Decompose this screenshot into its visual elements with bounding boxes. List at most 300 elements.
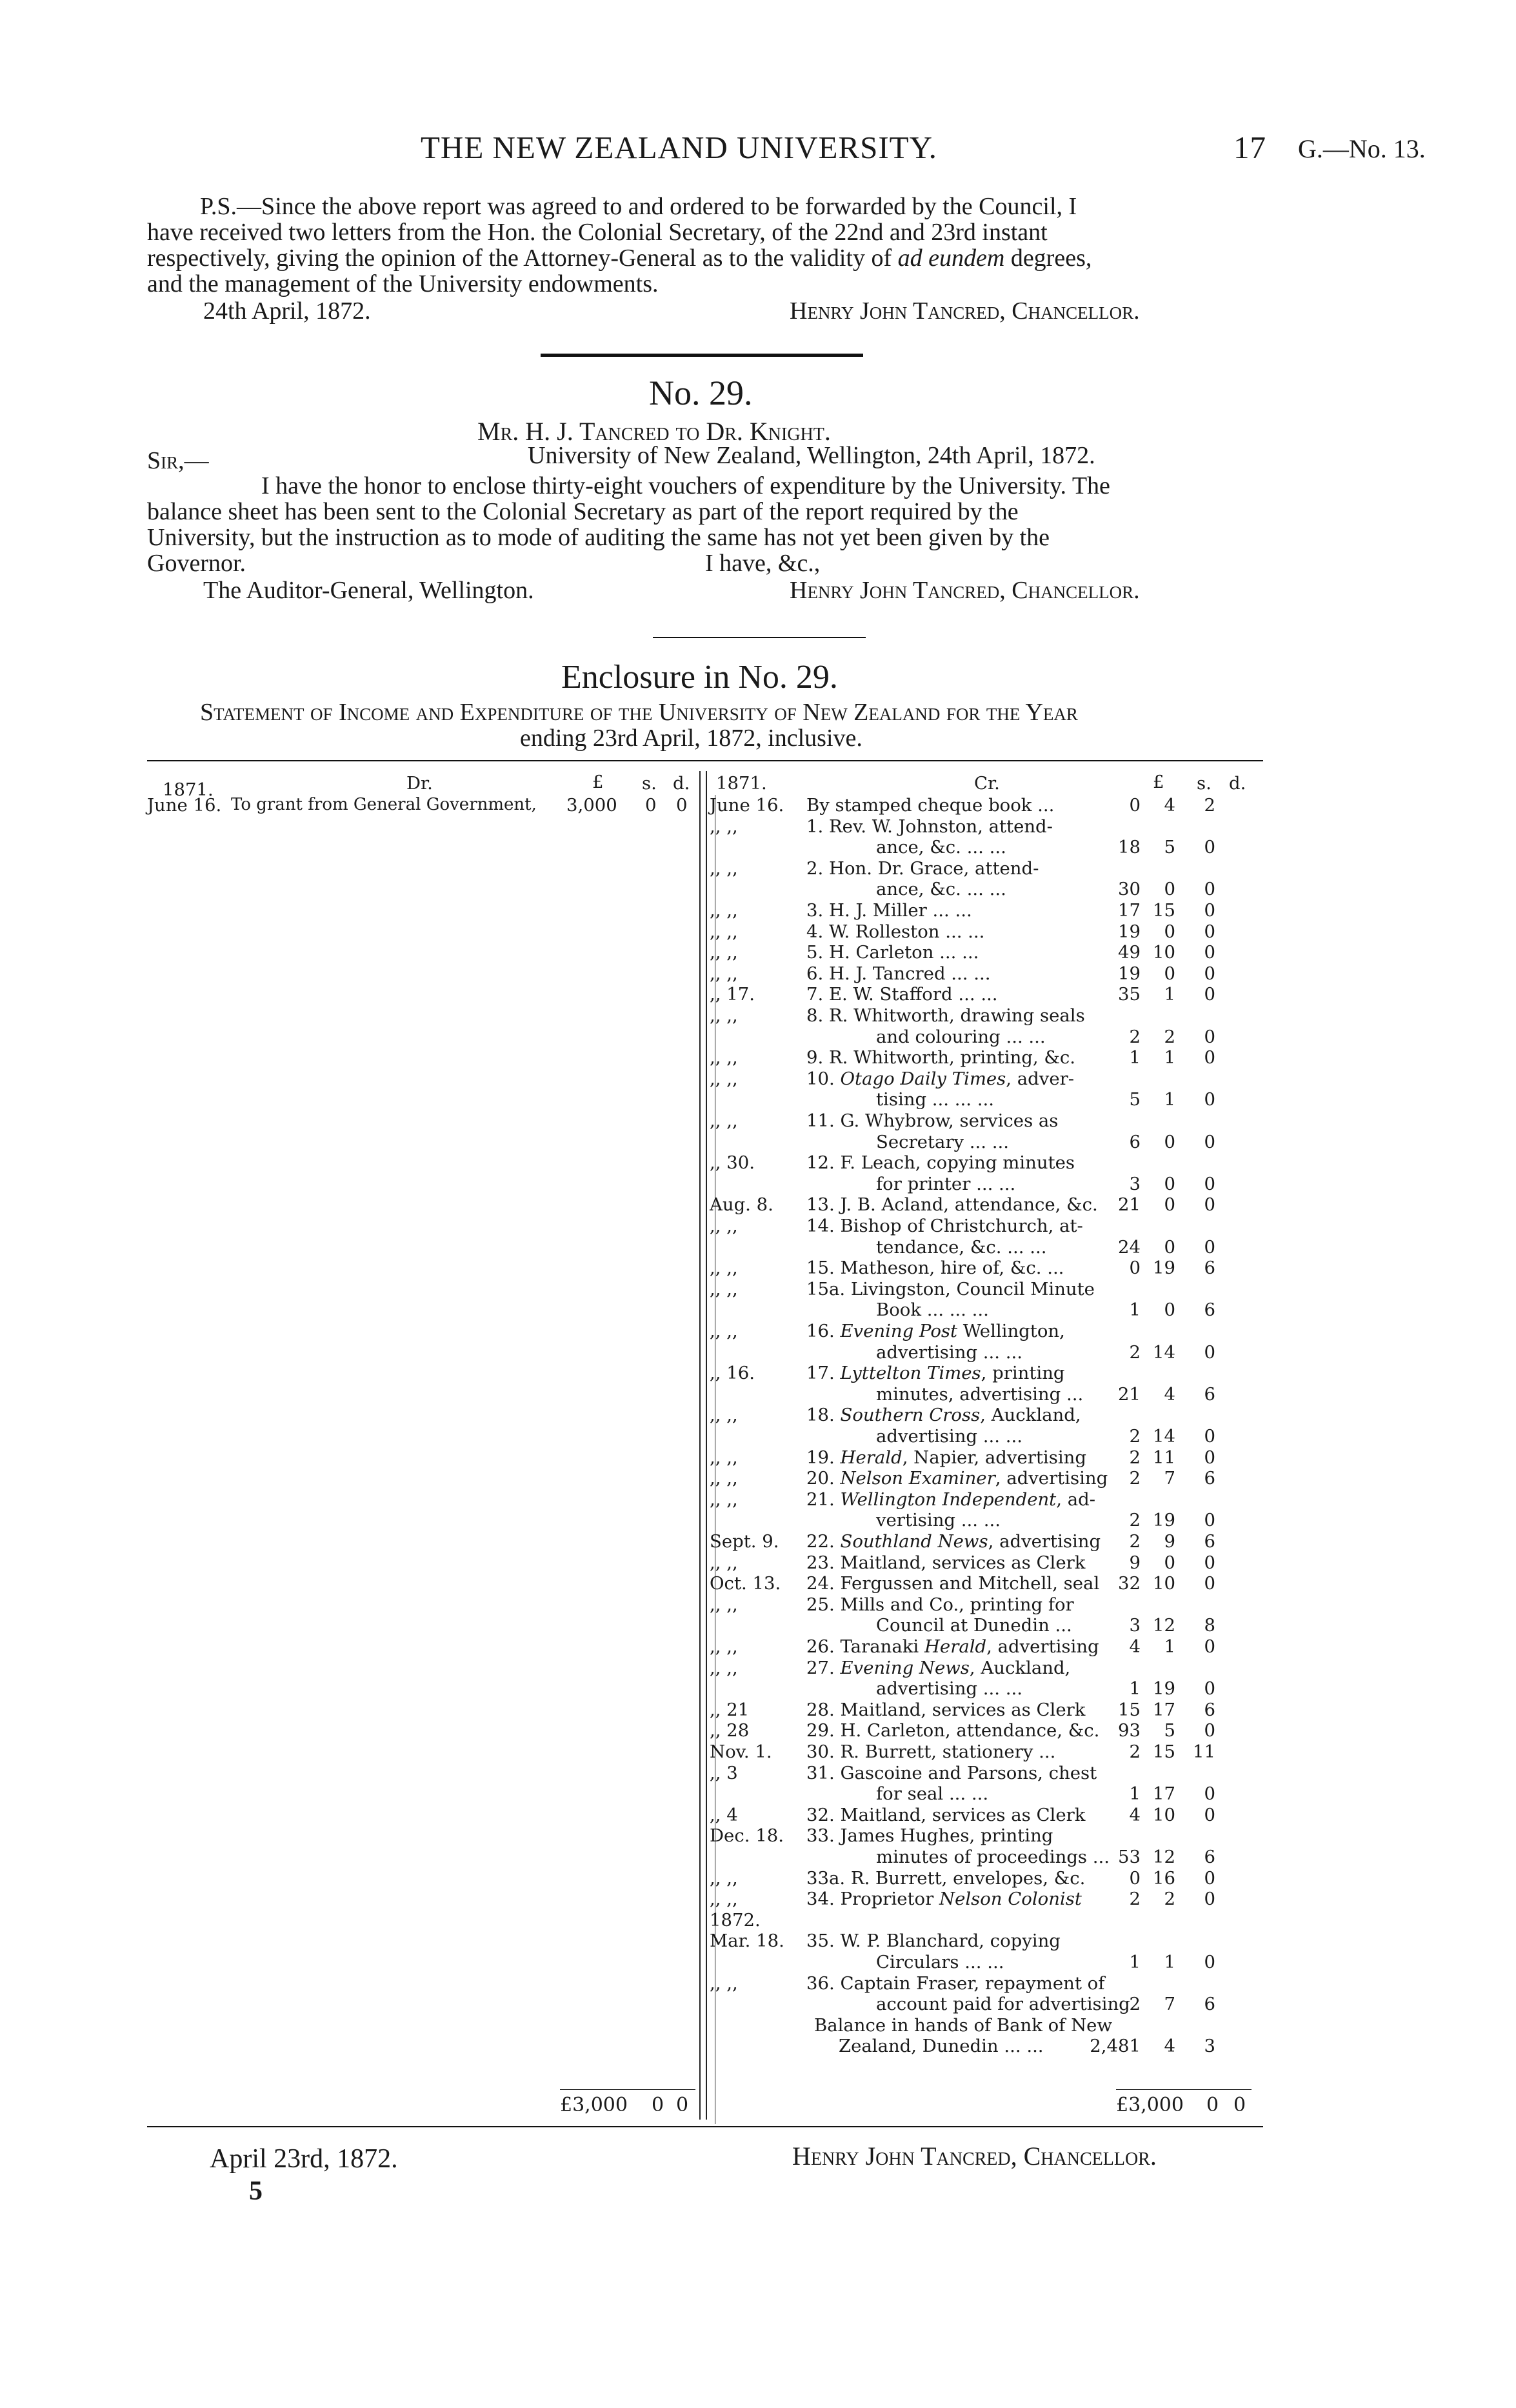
- cr-row: [0, 1931, 1516, 1952]
- statement-line-2: ending 23rd April, 1872, inclusive.: [520, 725, 863, 752]
- cr-total-s: 0: [1206, 2094, 1219, 2116]
- dr-date: June 16.: [147, 795, 222, 816]
- cr-row-description: advertising ... ...: [876, 1426, 1022, 1447]
- cr-row-date: ,, ,,: [710, 942, 738, 963]
- cr-row-description: 23. Maitland, services as Clerk: [806, 1552, 1086, 1573]
- cr-row-description: Balance in hands of Bank of New: [814, 2015, 1112, 2036]
- cr-row-shillings: 0: [1164, 921, 1175, 942]
- cr-row-date: Mar. 18.: [710, 1931, 784, 1951]
- cr-row-date: ,, ,,: [710, 1889, 738, 1909]
- cr-row-description: minutes of proceedings ...: [876, 1847, 1110, 1867]
- cr-row: [0, 879, 1516, 900]
- cr-row-shillings: 0: [1164, 1174, 1175, 1194]
- cr-row-pounds: 93: [1118, 1720, 1141, 1741]
- cr-row-pounds: 2: [1129, 1889, 1141, 1909]
- cr-row-date: ,, ,,: [710, 1005, 738, 1026]
- cr-row-description: 33a. R. Burrett, envelopes, &c.: [806, 1868, 1086, 1889]
- cr-row-description: Circulars ... ...: [876, 1952, 1004, 1972]
- cr-row-pounds: 2: [1129, 1027, 1141, 1047]
- cr-row-date: ,, ,,: [710, 1594, 738, 1615]
- cr-row-pence: 6: [1204, 1531, 1215, 1552]
- dr-total-s: 0: [652, 2094, 664, 2116]
- cr-row-shillings: 0: [1164, 1237, 1175, 1258]
- cr-row-description: 13. J. B. Acland, attendance, &c.: [806, 1194, 1098, 1215]
- cr-row-pounds: 4: [1129, 1636, 1141, 1657]
- cr-row-date: Dec. 18.: [710, 1825, 784, 1846]
- cr-row: [0, 1384, 1516, 1405]
- running-title: THE NEW ZEALAND UNIVERSITY.: [421, 130, 937, 165]
- cr-row-pence: 6: [1204, 1299, 1215, 1320]
- cr-row-pence: 0: [1204, 1636, 1215, 1657]
- cr-row: [0, 1720, 1516, 1741]
- cr-row-shillings: 19: [1153, 1678, 1175, 1699]
- cr-row-pence: 6: [1204, 1258, 1215, 1278]
- dr-description: To grant from General Government,: [231, 795, 537, 814]
- cr-row-pence: 8: [1204, 1615, 1215, 1636]
- cr-row-pounds: 1: [1129, 1047, 1141, 1068]
- cr-year: 1871.: [716, 773, 767, 794]
- cr-row-description: advertising ... ...: [876, 1342, 1022, 1363]
- cr-row-date: ,, ,,: [710, 1447, 738, 1468]
- cr-row-description: 1. Rev. W. Johnston, attend-: [806, 816, 1053, 837]
- cr-row-shillings: 19: [1153, 1258, 1175, 1278]
- cr-row-description: ance, &c. ... ...: [876, 837, 1006, 858]
- cr-row-description: 26. Taranaki Herald, advertising: [806, 1636, 1099, 1657]
- cr-row-date: ,, ,,: [710, 1110, 738, 1131]
- cr-row-date: ,, 3: [710, 1763, 738, 1783]
- cr-row: [0, 1216, 1516, 1237]
- cr-row-shillings: 17: [1153, 1700, 1175, 1720]
- cr-row-shillings: 15: [1153, 1741, 1175, 1762]
- cr-row-pounds: 1: [1129, 1952, 1141, 1972]
- cr-row-pence: 6: [1204, 1384, 1215, 1405]
- cr-row-description: 15a. Livingston, Council Minute: [806, 1279, 1095, 1299]
- cr-total-rule: [1116, 2089, 1252, 2090]
- cr-row-pounds: 0: [1129, 1868, 1141, 1889]
- ad-eundem-italic: ad eundem: [897, 245, 1005, 272]
- letter-line-4: Governor.: [147, 550, 246, 577]
- cr-row: [0, 1952, 1516, 1973]
- cr-row-pence: 0: [1204, 900, 1215, 921]
- cr-row-description: account paid for advertising: [876, 1994, 1130, 2014]
- cr-row-description: 12. F. Leach, copying minutes: [806, 1152, 1075, 1173]
- cr-row-date: ,, ,,: [710, 1279, 738, 1299]
- cr-row-shillings: 0: [1164, 1552, 1175, 1573]
- cr-row-pounds: 9: [1129, 1552, 1141, 1573]
- dr-col-s: s.: [642, 773, 657, 794]
- cr-row: [0, 1510, 1516, 1531]
- cr-row-date: ,, ,,: [710, 963, 738, 984]
- statement-line-1: Statement of Income and Expenditure of the University of New Zealand for the Year: [200, 699, 1078, 726]
- cr-row-pence: 0: [1204, 1510, 1215, 1530]
- cr-row-pounds: 21: [1118, 1194, 1141, 1215]
- cr-row-pounds: 2: [1129, 1994, 1141, 2014]
- cr-row-pence: 6: [1204, 1994, 1215, 2014]
- cr-row: [0, 1321, 1516, 1342]
- cr-row-pounds: 15: [1118, 1700, 1141, 1720]
- cr-row: [0, 1573, 1516, 1594]
- cr-row-pounds: 2: [1129, 1531, 1141, 1552]
- salutation: Sir,—: [147, 447, 209, 474]
- cr-col-d: d.: [1229, 773, 1246, 794]
- cr-row: [0, 1405, 1516, 1426]
- ps-signature: Henry John Tancred, Chancellor.: [790, 297, 1140, 325]
- cr-row-description: By stamped cheque book ...: [806, 795, 1055, 816]
- cr-row-pounds: 2: [1129, 1342, 1141, 1363]
- cr-row-date: ,, ,,: [710, 1489, 738, 1510]
- cr-row-description: 15. Matheson, hire of, &c. ...: [806, 1258, 1064, 1278]
- cr-row-description: minutes, advertising ...: [876, 1384, 1084, 1405]
- ps-line-2: have received two letters from the Hon. the Colonial Secretary, of the 22nd and 23rd instant: [147, 219, 1048, 246]
- letter-recipient: The Auditor-General, Wellington.: [203, 577, 534, 604]
- cr-row-date: ,, ,,: [710, 858, 738, 879]
- cr-row-shillings: 10: [1153, 942, 1175, 963]
- cr-row-pounds: 6: [1129, 1132, 1141, 1152]
- table-top-rule: [147, 760, 1263, 761]
- cr-row-description: for printer ... ...: [876, 1174, 1016, 1194]
- cr-row-description: Council at Dunedin ...: [876, 1615, 1072, 1636]
- cr-row-pounds: 3: [1129, 1174, 1141, 1194]
- cr-row-shillings: 1: [1164, 1636, 1175, 1657]
- cr-row: [0, 1678, 1516, 1700]
- cr-row-shillings: 1: [1164, 984, 1175, 1005]
- cr-row: [0, 1299, 1516, 1321]
- cr-row-description: 20. Nelson Examiner, advertising: [806, 1468, 1108, 1489]
- cr-row-description: 2. Hon. Dr. Grace, attend-: [806, 858, 1039, 879]
- cr-row-description: 28. Maitland, services as Clerk: [806, 1700, 1086, 1720]
- cr-row-shillings: 1: [1164, 1952, 1175, 1972]
- cr-row: [0, 1700, 1516, 1721]
- cr-row-description: 6. H. J. Tancred ... ...: [806, 963, 991, 984]
- cr-row-pounds: 19: [1118, 963, 1141, 984]
- cr-row-description: Zealand, Dunedin ... ...: [839, 2036, 1044, 2056]
- cr-row-date: ,, ,,: [710, 1868, 738, 1889]
- cr-row-pounds: 1: [1129, 1678, 1141, 1699]
- letter-from-to: Mr. H. J. Tancred to Dr. Knight.: [477, 417, 831, 446]
- cr-row-shillings: 15: [1153, 900, 1175, 921]
- cr-row: [0, 1132, 1516, 1153]
- cr-row-description: 8. R. Whitworth, drawing seals: [806, 1005, 1085, 1026]
- cr-row-pence: 0: [1204, 1342, 1215, 1363]
- cr-row-pence: 0: [1204, 1237, 1215, 1258]
- cr-row-date: ,, ,,: [710, 1405, 738, 1425]
- letter-signature: Henry John Tancred, Chancellor.: [790, 577, 1140, 604]
- cr-row-shillings: 4: [1164, 1384, 1175, 1405]
- cr-row-shillings: 0: [1164, 1194, 1175, 1215]
- cr-row-description: 32. Maitland, services as Clerk: [806, 1805, 1086, 1825]
- cr-total-pounds: £3,000: [1116, 2094, 1184, 2116]
- cr-row-description: 35. W. P. Blanchard, copying: [806, 1931, 1061, 1951]
- cr-row-pounds: 2: [1129, 1510, 1141, 1530]
- cr-row: [0, 1110, 1516, 1132]
- cr-row-pence: 11: [1193, 1741, 1215, 1762]
- cr-row-description: 36. Captain Fraser, repayment of: [806, 1973, 1105, 1994]
- cr-row-pence: 0: [1204, 1426, 1215, 1447]
- cr-row: [0, 1531, 1516, 1552]
- cr-row-pounds: 17: [1118, 900, 1141, 921]
- cr-row-pence: 0: [1204, 1889, 1215, 1909]
- cr-row-pence: 0: [1204, 942, 1215, 963]
- cr-row-description: Book ... ... ...: [876, 1299, 989, 1320]
- cr-row-description: tising ... ... ...: [876, 1089, 994, 1110]
- cr-row-shillings: 0: [1164, 1299, 1175, 1320]
- cr-row: [0, 1552, 1516, 1574]
- cr-row-date: ,, ,,: [710, 1258, 738, 1278]
- cr-row-description: 31. Gascoine and Parsons, chest: [806, 1763, 1097, 1783]
- cr-row-pounds: 18: [1118, 837, 1141, 858]
- cr-row-date: ,, ,,: [710, 1216, 738, 1236]
- cr-row-pence: 0: [1204, 1678, 1215, 1699]
- cr-row-pounds: 0: [1129, 795, 1141, 816]
- dr-heading: Dr.: [406, 773, 433, 794]
- cr-row-shillings: 5: [1164, 1720, 1175, 1741]
- cr-row: [0, 1847, 1516, 1868]
- cr-row-pounds: 4: [1129, 1805, 1141, 1825]
- cr-row: [0, 1089, 1516, 1110]
- cr-row-description: advertising ... ...: [876, 1678, 1022, 1699]
- ps-line-3: respectively, giving the opinion of the Attorney-General as to the validity of ad eundem degrees,: [147, 245, 1092, 272]
- letter-closing: I have, &c.,: [705, 550, 821, 577]
- cr-row-date: ,, 17.: [710, 984, 755, 1005]
- cr-row: [0, 1447, 1516, 1469]
- cr-row-shillings: 17: [1153, 1783, 1175, 1804]
- cr-row-shillings: 2: [1164, 1889, 1175, 1909]
- page-number: 17: [1233, 130, 1266, 165]
- cr-row: [0, 942, 1516, 963]
- cr-row-date: ,, ,,: [710, 1658, 738, 1678]
- cr-row-date: ,, 21: [710, 1700, 750, 1720]
- cr-row-pence: 0: [1204, 1027, 1215, 1047]
- cr-row: [0, 1636, 1516, 1658]
- cr-row: [0, 963, 1516, 985]
- cr-row-pounds: 0: [1129, 1258, 1141, 1278]
- cr-row-shillings: 11: [1153, 1447, 1175, 1468]
- cr-row: [0, 1489, 1516, 1510]
- cr-row-date: 1872.: [710, 1910, 761, 1931]
- cr-row-shillings: 0: [1164, 963, 1175, 984]
- cr-row: [0, 858, 1516, 879]
- cr-row-date: ,, 16.: [710, 1363, 755, 1383]
- cr-row-pence: 0: [1204, 1720, 1215, 1741]
- cr-total-d: 0: [1233, 2094, 1246, 2116]
- cr-row-pence: 6: [1204, 1847, 1215, 1867]
- cr-row: [0, 1825, 1516, 1847]
- cr-row-description: ance, &c. ... ...: [876, 879, 1006, 899]
- cr-row-date: Sept. 9.: [710, 1531, 779, 1552]
- cr-row: [0, 1805, 1516, 1826]
- cr-row-pence: 0: [1204, 1047, 1215, 1068]
- cr-row-pence: 0: [1204, 1952, 1215, 1972]
- cr-row-shillings: 0: [1164, 879, 1175, 899]
- cr-row: [0, 1889, 1516, 1910]
- enclosure-title: Enclosure in No. 29.: [561, 659, 838, 696]
- cr-row-description: 10. Otago Daily Times, adver-: [806, 1069, 1075, 1089]
- cr-row-pounds: 2: [1129, 1741, 1141, 1762]
- cr-row-date: ,, ,,: [710, 816, 738, 837]
- cr-row-date: ,, 4: [710, 1805, 738, 1825]
- cr-row-shillings: 16: [1153, 1868, 1175, 1889]
- divider-thin: [653, 637, 866, 638]
- cr-row: [0, 1615, 1516, 1636]
- cr-row-pence: 0: [1204, 837, 1215, 858]
- cr-row: [0, 837, 1516, 858]
- cr-row-description: 18. Southern Cross, Auckland,: [806, 1405, 1081, 1425]
- footer-signature: Henry John Tancred, Chancellor.: [792, 2142, 1157, 2171]
- ps-line-1: P.S.—Since the above report was agreed to and ordered to be forwarded by the Council, I: [200, 193, 1077, 220]
- cr-row-description: 17. Lyttelton Times, printing: [806, 1363, 1065, 1383]
- divider-thick: [541, 354, 863, 357]
- cr-row-description: 22. Southland News, advertising: [806, 1531, 1101, 1552]
- cr-row-date: Oct. 13.: [710, 1573, 781, 1594]
- cr-row-description: and colouring ... ...: [876, 1027, 1046, 1047]
- cr-row: [0, 921, 1516, 943]
- cr-row: [0, 795, 1516, 816]
- cr-row-pounds: 53: [1118, 1847, 1141, 1867]
- cr-row-pounds: 49: [1118, 942, 1141, 963]
- cr-row-description: 21. Wellington Independent, ad-: [806, 1489, 1096, 1510]
- cr-row-description: 19. Herald, Napier, advertising: [806, 1447, 1086, 1468]
- cr-row-description: 3. H. J. Miller ... ...: [806, 900, 972, 921]
- cr-row: [0, 1342, 1516, 1363]
- cr-row-pence: 0: [1204, 1552, 1215, 1573]
- cr-row-pence: 6: [1204, 1468, 1215, 1489]
- cr-row-description: vertising ... ...: [876, 1510, 1001, 1530]
- cr-row-shillings: 14: [1153, 1426, 1175, 1447]
- cr-row-description: for seal ... ...: [876, 1783, 989, 1804]
- dr-col-pounds: £: [592, 772, 604, 792]
- cr-row-description: 4. W. Rolleston ... ...: [806, 921, 985, 942]
- cr-row-pence: 0: [1204, 1783, 1215, 1804]
- cr-row-pence: 0: [1204, 1868, 1215, 1889]
- cr-row-pence: 0: [1204, 1089, 1215, 1110]
- cr-row-pence: 0: [1204, 1174, 1215, 1194]
- cr-row-pounds: 5: [1129, 1089, 1141, 1110]
- footer-date: April 23rd, 1872.: [210, 2144, 398, 2174]
- cr-row: [0, 1868, 1516, 1889]
- cr-row: [0, 1426, 1516, 1447]
- cr-row-shillings: 1: [1164, 1047, 1175, 1068]
- cr-row-pounds: 1: [1129, 1783, 1141, 1804]
- cr-row-shillings: 1: [1164, 1089, 1175, 1110]
- cr-row: [0, 900, 1516, 921]
- cr-row-shillings: 12: [1153, 1847, 1175, 1867]
- cr-row: [0, 2015, 1516, 2036]
- cr-row: [0, 1910, 1516, 1931]
- cr-row-pence: 0: [1204, 1573, 1215, 1594]
- cr-row-date: ,, 28: [710, 1720, 750, 1741]
- cr-row-shillings: 10: [1153, 1573, 1175, 1594]
- cr-row-date: ,, ,,: [710, 1069, 738, 1089]
- cr-row-description: 7. E. W. Stafford ... ...: [806, 984, 998, 1005]
- dr-amount-pounds: 3,000: [566, 795, 617, 816]
- cr-row-date: June 16.: [710, 795, 784, 816]
- letter-line-3: University, but the instruction as to mode of auditing the same has not yet been given by the: [147, 524, 1050, 551]
- cr-row-description: 33. James Hughes, printing: [806, 1825, 1053, 1846]
- cr-col-s: s.: [1197, 773, 1212, 794]
- cr-row-description: 14. Bishop of Christchurch, at-: [806, 1216, 1083, 1236]
- dr-amount-d: 0: [676, 795, 688, 816]
- sheet-number: 5: [249, 2176, 263, 2206]
- cr-row-pounds: 2: [1129, 1468, 1141, 1489]
- cr-row: [0, 1279, 1516, 1300]
- cr-row-pounds: 30: [1118, 879, 1141, 899]
- cr-row-description: 24. Fergussen and Mitchell, seal: [806, 1573, 1100, 1594]
- cr-row: [0, 1468, 1516, 1489]
- cr-row-shillings: 14: [1153, 1342, 1175, 1363]
- cr-row-pence: 0: [1204, 1132, 1215, 1152]
- cr-row: [0, 1174, 1516, 1195]
- cr-row-description: 11. G. Whybrow, services as: [806, 1110, 1059, 1131]
- cr-row-pounds: 35: [1118, 984, 1141, 1005]
- dr-col-d: d.: [673, 773, 690, 794]
- cr-row: [0, 1152, 1516, 1174]
- cr-row-pounds: 1: [1129, 1299, 1141, 1320]
- dr-total-pounds: £3,000: [560, 2094, 628, 2116]
- cr-row-pence: 0: [1204, 879, 1215, 899]
- cr-row-description: 16. Evening Post Wellington,: [806, 1321, 1065, 1341]
- cr-row: [0, 984, 1516, 1005]
- cr-row-pence: 0: [1204, 963, 1215, 984]
- cr-row: [0, 1994, 1516, 2015]
- cr-heading: Cr.: [974, 773, 1000, 794]
- ps-line-4: and the management of the University endowments.: [147, 270, 659, 297]
- cr-row-description: 9. R. Whitworth, printing, &c.: [806, 1047, 1075, 1068]
- cr-row: [0, 1047, 1516, 1069]
- cr-row-pence: 0: [1204, 1194, 1215, 1215]
- letter-line-1: I have the honor to enclose thirty-eight vouchers of expenditure by the University. The: [261, 472, 1110, 499]
- cr-row-shillings: 2: [1164, 1027, 1175, 1047]
- cr-row-pence: 0: [1204, 1447, 1215, 1468]
- cr-row-pence: 0: [1204, 1805, 1215, 1825]
- cr-row: [0, 1658, 1516, 1679]
- cr-row: [0, 1069, 1516, 1090]
- cr-row: [0, 1594, 1516, 1616]
- cr-row-date: ,, ,,: [710, 1552, 738, 1573]
- cr-row-pence: 3: [1204, 2036, 1215, 2056]
- cr-row-date: ,, ,,: [710, 1321, 738, 1341]
- cr-row-pounds: 3: [1129, 1615, 1141, 1636]
- cr-row-date: Aug. 8.: [710, 1194, 773, 1215]
- cr-col-pounds: £: [1153, 772, 1164, 792]
- cr-row-pounds: 2: [1129, 1447, 1141, 1468]
- cr-row-description: 29. H. Carleton, attendance, &c.: [806, 1720, 1100, 1741]
- cr-row-pounds: 21: [1118, 1384, 1141, 1405]
- cr-row-date: ,, ,,: [710, 900, 738, 921]
- cr-row: [0, 1005, 1516, 1027]
- letter-address: University of New Zealand, Wellington, 24th April, 1872.: [528, 442, 1095, 469]
- cr-row-shillings: 0: [1164, 1132, 1175, 1152]
- dr-year: 1871.: [163, 779, 214, 800]
- cr-row-shillings: 4: [1164, 2036, 1175, 2056]
- cr-row-date: ,, ,,: [710, 921, 738, 942]
- cr-row: [0, 1258, 1516, 1279]
- cr-row-shillings: 7: [1164, 1468, 1175, 1489]
- dr-total-d: 0: [676, 2094, 689, 2116]
- cr-row-pence: 2: [1204, 795, 1215, 816]
- cr-row-shillings: 7: [1164, 1994, 1175, 2014]
- cr-row: [0, 1363, 1516, 1384]
- cr-row-pence: 0: [1204, 984, 1215, 1005]
- cr-row: [0, 816, 1516, 838]
- cr-row-description: tendance, &c. ... ...: [876, 1237, 1047, 1258]
- ps-date: 24th April, 1872.: [203, 297, 371, 325]
- cr-row-shillings: 10: [1153, 1805, 1175, 1825]
- cr-row-pounds: 19: [1118, 921, 1141, 942]
- cr-row-date: ,, ,,: [710, 1468, 738, 1489]
- cr-row-pounds: 24: [1118, 1237, 1141, 1258]
- dr-amount-s: 0: [645, 795, 657, 816]
- cr-row-shillings: 5: [1164, 837, 1175, 858]
